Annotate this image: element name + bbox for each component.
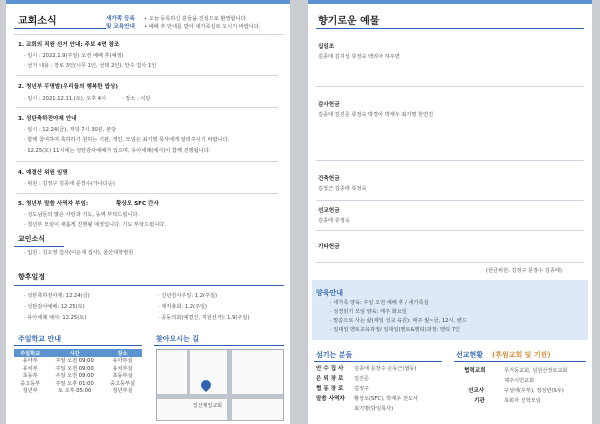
offering-committee-note: (헌금위원: 김정구 문장수 김종태) bbox=[486, 268, 562, 274]
school-rule bbox=[14, 345, 142, 346]
welcome-label-2: 및 교육안내 bbox=[106, 24, 135, 30]
header-school: 주일학교 bbox=[14, 349, 46, 357]
servers-role-3: 협 동 장 로 bbox=[316, 386, 344, 392]
servers-role-4: 말씀 사역자 bbox=[316, 396, 345, 402]
mission-role-4: 기관 bbox=[474, 398, 485, 404]
school-title: 주일학교 안내 bbox=[18, 335, 62, 343]
divider bbox=[316, 160, 584, 161]
news-item-2-place: · 장소 : 식당 bbox=[122, 96, 151, 102]
news-item-3-line-1: · 일시 : 12.24(금), 저녁 7시 30분, 본당 bbox=[24, 127, 117, 133]
cell: 주일 오전 09:00 bbox=[55, 358, 94, 365]
mission-role-3: 선교사 bbox=[468, 388, 485, 394]
news-item-5-line-2: · 청년부 모임이 새롭게 진행될 예정입니다. 기도 부탁드립니다. bbox=[24, 222, 166, 228]
title-rule bbox=[14, 28, 106, 29]
offering-label-tithe: 십일조 bbox=[318, 44, 335, 50]
welcome-line-2: • 예배 후 안내를 받아 새가족실로 오시기 바랍니다. bbox=[144, 24, 261, 30]
news-item-3-title: 3. 성탄축하전야제 안내 bbox=[18, 116, 77, 122]
servers-names-4: 황상오(SFC), 박재우 전도사 bbox=[354, 396, 418, 402]
welcome-label-1: 새가족 등록 bbox=[106, 16, 135, 22]
page-title: 교회소식 bbox=[18, 16, 57, 27]
cell: 유아부 bbox=[22, 358, 38, 365]
news-item-5-title-extra: 황상오 SFC 간사 bbox=[116, 201, 159, 207]
schedule-left-3: · 유아세례 예식: 12.25(토) bbox=[24, 315, 87, 321]
schedule-right-1: · 신년감사주일: 1.2(주일) bbox=[158, 293, 218, 299]
top-accent-bar bbox=[308, 0, 592, 4]
location-pin-icon bbox=[199, 378, 213, 392]
cell: 중고등부 bbox=[20, 380, 41, 387]
cell: 주일 오전 09:00 bbox=[55, 373, 94, 380]
schedule-right-2: · 제직총회: 1.2(주일) bbox=[158, 304, 208, 310]
nurture-line-3: · 말씀으로 사는 삶(제일 성교 육원): 매주 월~금, 12시, 밴드 bbox=[330, 318, 467, 324]
divider bbox=[16, 193, 278, 194]
cell: 유아부실 bbox=[112, 358, 133, 365]
offering-names-building: 김정근 김종태 류정숙 bbox=[318, 186, 367, 192]
cell: 청년부 bbox=[22, 388, 38, 395]
offering-names-thanks: 김종태 김진준 류정숙 박경아 박재우 최기명 한연진 bbox=[318, 112, 434, 118]
cell: 토 오후 05:00 bbox=[57, 388, 92, 395]
news-item-3-line-2: · 함께 참여하여 축하하기 원하는 기관, 개인, 모임은 최기명 목사에게 알려주시기 바랍니다. bbox=[24, 137, 230, 143]
map-place-label: 일산제일교회 bbox=[193, 403, 222, 409]
news-item-1-line-1: · 일시 : 2022.1.9(주일) 오전 예배 후(예정) bbox=[24, 53, 124, 59]
welcome-line-1: • 오늘 등록하신 분들을 진심으로 환영합니다. bbox=[144, 16, 248, 22]
cell: 중고등부실 bbox=[109, 380, 136, 387]
news-item-5-title: 5. 청년부 말씀 사역자 부임: bbox=[18, 201, 89, 207]
divider bbox=[16, 75, 278, 76]
divider bbox=[16, 161, 278, 162]
table-row bbox=[14, 380, 142, 388]
schedule-left-2: · 성탄감사예배: 12.25(토) bbox=[24, 304, 85, 310]
map-road bbox=[187, 350, 190, 394]
mission-title-extra: (후원교회 및 기관) bbox=[492, 351, 551, 359]
schedule-left-1: · 성탄축하전야제: 12.24(금) bbox=[24, 293, 90, 299]
table-row bbox=[14, 365, 142, 373]
cell: 초등부 bbox=[22, 373, 38, 380]
cell: 청년부실 bbox=[112, 388, 133, 395]
header-time: 시간 bbox=[46, 349, 103, 357]
page-title: 향기로운 예물 bbox=[318, 16, 380, 27]
header-place: 장소 bbox=[103, 349, 142, 357]
directions-map[interactable] bbox=[156, 349, 284, 421]
table-header-row bbox=[14, 349, 142, 357]
servers-role-1: 안 수 집 사 bbox=[316, 366, 344, 372]
offering-label-mission: 선교헌금 bbox=[318, 208, 340, 214]
divider bbox=[14, 34, 284, 35]
member-news-title: 교인소식 bbox=[18, 235, 46, 243]
servers-names-3: 김정구 bbox=[354, 386, 370, 392]
servers-names-5: 최기명(담임목사) bbox=[354, 406, 394, 412]
nurture-line-4: · 일대일 멘토교육과정/ 일대일(멘토&멘티)과정: 멘티 7인 bbox=[330, 327, 461, 333]
servers-title: 섬기는 분들 bbox=[316, 351, 353, 359]
schedule-rule bbox=[14, 285, 284, 286]
schedule-right-3: · 공동의회(예결산, 직원선거): 1.9(주일) bbox=[158, 315, 250, 321]
title-rule bbox=[316, 28, 584, 29]
news-item-1-title: 1. 교회의 직원 선거 안내: 주보 4면 참조 bbox=[18, 42, 120, 48]
divider bbox=[316, 86, 584, 87]
member-news-line: · 입원 : 김소영 집사(이운재 집사), 울산대학병원 bbox=[24, 250, 134, 256]
table-row bbox=[14, 372, 142, 380]
map-road bbox=[227, 350, 232, 420]
cell: 유치부 bbox=[22, 365, 38, 372]
cell: 주일 오후 01:00 bbox=[55, 380, 94, 387]
left-page bbox=[6, 0, 290, 424]
nurture-line-1: · 새가족 양육: 주일 오전 예배 후 / 새가족실 bbox=[330, 300, 429, 306]
servers-names-2: 김진준 bbox=[354, 376, 370, 382]
divider bbox=[316, 262, 584, 263]
offering-label-building: 건축헌금 bbox=[318, 176, 340, 182]
divider bbox=[316, 230, 584, 231]
school-table bbox=[14, 349, 142, 395]
mission-role-1: 협력교회 bbox=[464, 368, 486, 374]
offering-label-other: 기타헌금 bbox=[318, 244, 340, 250]
top-accent-bar bbox=[6, 0, 290, 4]
cell: 유치부실 bbox=[112, 365, 133, 372]
table-row bbox=[14, 387, 142, 395]
map-road bbox=[157, 394, 283, 399]
cell: 주일 오전 09:00 bbox=[55, 365, 94, 372]
directions-rule bbox=[154, 345, 284, 346]
nurture-title: 양육안내 bbox=[316, 289, 344, 297]
schedule-title: 향후일정 bbox=[18, 273, 46, 281]
divider bbox=[16, 107, 278, 108]
cell: 초등부실 bbox=[112, 373, 133, 380]
offering-names-mission: 김종태 류정숙 bbox=[318, 218, 350, 224]
offering-names-tithe: 김종태 김지성 류정숙 백리아 하우면 bbox=[318, 54, 400, 60]
mission-title: 선교현황 bbox=[456, 351, 484, 359]
mission-names-3: 구성태(우부), 정성빈(S우) bbox=[504, 388, 564, 394]
table-row bbox=[14, 357, 142, 365]
offering-label-thanks: 감사헌금 bbox=[318, 102, 340, 108]
news-item-4-title: 4. 예결산 위원 임명 bbox=[18, 170, 68, 176]
news-item-3-line-3: · 12.25(토) 11시에는 성탄감사예배가 있으며, 유아세례(예식)이 함께 진행됩니다. bbox=[24, 148, 211, 154]
right-page bbox=[308, 0, 592, 424]
divider bbox=[316, 200, 584, 201]
servers-rule bbox=[314, 361, 442, 362]
mission-names-4: 목회자 신학모임 bbox=[504, 398, 541, 404]
mission-rule bbox=[454, 361, 586, 362]
servers-names-1: 김종태 문장수 손동근(협동) bbox=[354, 366, 417, 372]
news-item-5-line-1: · 성도님들의 많은 사랑과 기도, 동역 부탁드립니다. bbox=[24, 212, 140, 218]
member-news-rule bbox=[14, 246, 64, 247]
servers-role-2: 은 퇴 장 로 bbox=[316, 376, 344, 382]
mission-names-2: 제주시민교회 bbox=[504, 378, 535, 384]
news-item-4-line-1: · 위원 : 김정구 김종태 문장수(가나다순) bbox=[24, 181, 115, 187]
directions-title: 찾아오시는 길 bbox=[156, 335, 200, 343]
news-item-2-title: 2. 청년부 무명발(우리들의 행복한 밥상) bbox=[18, 84, 118, 90]
nurture-line-2: · 성경읽기 모임 양육: 매주 화요일 bbox=[330, 309, 407, 315]
news-item-2-line-1: · 일시 : 2021.12.11.(토), 오후 4시 bbox=[24, 96, 107, 102]
news-item-1-line-2: · 선거 내용 : 장로 3인(시무 1인, 선택 2인), 안수 집사 1인 bbox=[24, 63, 157, 69]
mission-names-1: 무거동교회, 넘원산정로교회 bbox=[504, 368, 568, 374]
